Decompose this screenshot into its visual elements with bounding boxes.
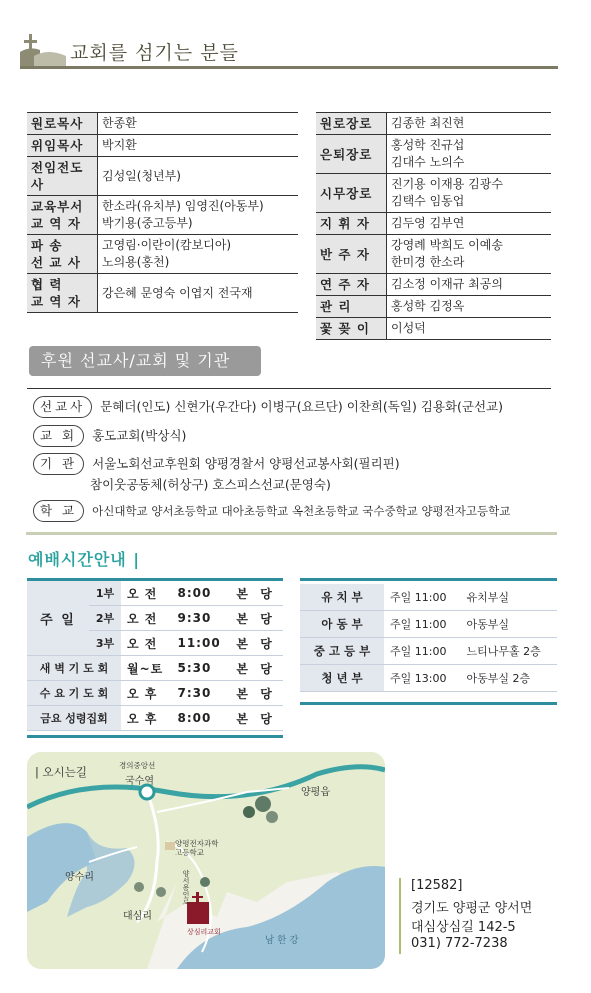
address-phone: 031) 772-7238 [411,936,508,951]
service-part: 2부 [89,606,121,631]
address-bar [399,878,401,954]
staff-role: 교육부서 교 역 자 [27,196,98,235]
table-row [316,174,551,213]
staff-table-left [27,112,298,313]
service-part: 1부 [89,581,121,606]
service-time: 5:30 [171,656,229,681]
staff-names: 박지환 [98,135,299,157]
staff-names: 강영례 박희도 이예송 한미경 한소라 [387,235,552,274]
dept-name: 유 치 부 [300,584,384,611]
support-heading: 후원 선교사/교회 및 기관 [29,346,261,376]
staff-role: 시무장로 [316,174,387,213]
service-ampm: 오 후 [121,681,171,706]
map-station-label: 국수역 [125,776,154,787]
table-row [27,681,283,706]
staff-role: 원로장로 [316,113,387,135]
service-place: 본 당 [229,681,283,706]
dept-time: 주일 11:00 [384,611,461,638]
sunday-label: 주 일 [27,581,89,656]
service-place: 본 당 [229,706,283,731]
support-church-row [33,425,186,447]
cross-logo-icon [20,32,66,69]
staff-role: 원로목사 [27,113,98,135]
support-rule [27,388,551,389]
table-row [27,656,283,681]
staff-names: 한종환 [98,113,299,135]
address-zip: [12582] [411,878,463,893]
service-ampm: 오 전 [121,581,171,606]
table-row [300,611,557,638]
map-church-label: 상심리교회 [187,928,221,936]
table-row [316,113,551,135]
dept-place: 유치부실 [461,584,557,611]
service-time: 11:00 [171,631,229,656]
worship-right-bottom-rule [300,702,557,705]
table-row [27,157,298,196]
service-name: 수 요 기 도 회 [27,681,121,706]
staff-names: 김소정 이재규 최공의 [387,274,552,296]
service-name: 새 벽 기 도 회 [27,656,121,681]
staff-role: 관 리 [316,296,387,318]
worship-table-right [300,584,557,692]
table-row [27,135,298,157]
directions-map [27,752,385,969]
service-time: 8:00 [171,581,229,606]
service-time: 7:30 [171,681,229,706]
staff-names: 고영림·이란이(캄보디아) 노의용(홍천) [98,235,299,274]
staff-role: 협 력 교 역 자 [27,274,98,313]
staff-role: 은퇴장로 [316,135,387,174]
map-line-label: 경의중앙선 [119,761,156,770]
missionaries-list: 문혜더(인도) 신현가(우간다) 이병구(요르단) 이찬희(독일) 김용화(군선교) [100,399,503,414]
table-row [27,113,298,135]
map-title: | 오시는길 [35,765,87,779]
school-list: 아신대학교 양서초등학교 대아초등학교 옥천초등학교 국수중학교 양평전자고등학교 [92,504,511,518]
table-row [316,235,551,274]
staff-role: 전임전도사 [27,157,98,196]
table-row [300,584,557,611]
staff-role: 연 주 자 [316,274,387,296]
staff-names: 홍성학 김정옥 [387,296,552,318]
staff-role: 파 송 선 교 사 [27,235,98,274]
table-row [316,318,551,340]
service-ampm: 오 전 [121,631,171,656]
table-row [27,706,283,731]
dept-name: 아 동 부 [300,611,384,638]
service-place: 본 당 [229,606,283,631]
dept-place: 아동부실 [461,611,557,638]
staff-names: 김성일(청년부) [98,157,299,196]
table-row [316,296,551,318]
service-place: 본 당 [229,631,283,656]
church-list: 홍도교회(박상식) [92,428,187,443]
staff-names: 이성덕 [387,318,552,340]
table-row [300,665,557,692]
dept-place: 느티나무홀 2층 [461,638,557,665]
table-row [27,196,298,235]
org-list-line1: 서울노회선교후원회 양평경찰서 양평선교봉사회(필리핀) [92,456,400,471]
staff-names: 김두영 김부연 [387,213,552,235]
address-line2: 대심상심길 142-5 [411,920,516,935]
staff-role: 위임목사 [27,135,98,157]
staff-table-right [316,112,551,340]
dept-time: 주일 13:00 [384,665,461,692]
service-part: 3부 [89,631,121,656]
church-tag: 교 회 [33,425,84,447]
dept-time: 주일 11:00 [384,638,461,665]
table-row [316,135,551,174]
worship-left-bottom-rule [27,735,283,738]
section-rule [26,532,557,535]
worship-title: 예배시간안내 | [28,550,141,569]
service-time: 9:30 [171,606,229,631]
address-line1: 경기도 양평군 양서면 [411,901,533,916]
map-yangsuri-label: 양수리 [65,872,94,883]
map-yangpyeong-label: 양평읍 [301,787,330,798]
staff-role: 반 주 자 [316,235,387,274]
service-ampm: 오 후 [121,706,171,731]
service-name: 금요 성령집회 [27,706,121,731]
org-list-line2: 참이웃공동체(허상구) 호스피스선교(문영숙) [90,477,331,492]
service-ampm: 오 전 [121,606,171,631]
dept-name: 중 고 등 부 [300,638,384,665]
org-tag: 기 관 [33,453,84,475]
dept-name: 청 년 부 [300,665,384,692]
dept-place: 아동부실 2층 [461,665,557,692]
school-tag: 학 교 [33,500,84,522]
table-row [27,235,298,274]
missionaries-tag: 선교사 [33,396,92,418]
dept-time: 주일 11:00 [384,584,461,611]
table-row [27,581,283,606]
table-row [316,274,551,296]
staff-role: 꽃 꽂 이 [316,318,387,340]
staff-role: 지 휘 자 [316,213,387,235]
service-place: 본 당 [229,656,283,681]
support-org-row [33,453,400,475]
table-row [316,213,551,235]
map-daesimri-label: 대심리 [123,911,152,922]
worship-table-left [27,581,283,731]
header-rule [20,66,558,69]
service-place: 본 당 [229,581,283,606]
worship-right-top-rule [300,578,557,581]
staff-names: 김종한 최진현 [387,113,552,135]
support-school-row [33,500,510,522]
page-title: 교회를 섬기는 분들 [70,42,239,64]
map-school-label: 양평전자과학 고등학교 [175,839,219,857]
service-time: 8:00 [171,706,229,731]
service-ampm: 월~토 [121,656,171,681]
table-row [27,274,298,313]
staff-names: 한소라(유치부) 임영진(아동부) 박기용(중고등부) [98,196,299,235]
support-missionaries-row [33,396,503,418]
table-row [300,638,557,665]
staff-names: 진기용 이재용 김광수 김택수 임동업 [387,174,552,213]
map-road-label: 양서용인로 [182,870,190,905]
staff-names: 강은혜 문영숙 이엽지 전국재 [98,274,299,313]
map-river-label: 남 한 강 [265,935,299,946]
staff-names: 홍성학 진규섭 김대수 노의수 [387,135,552,174]
